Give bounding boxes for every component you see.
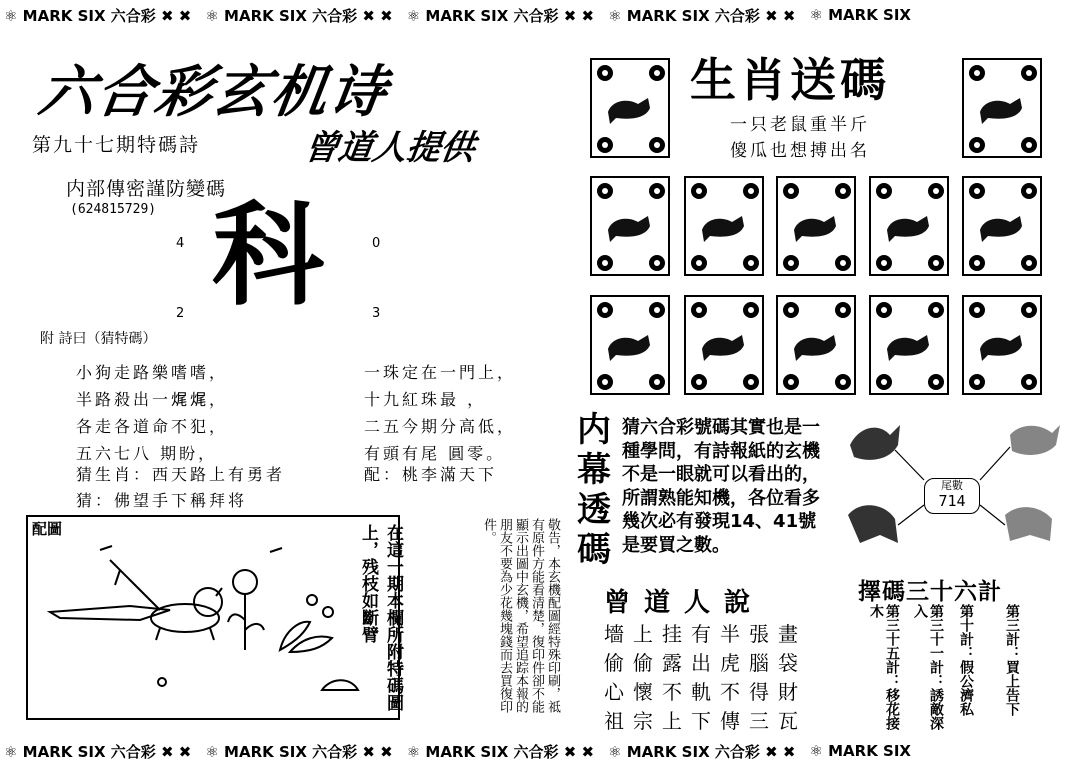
digit-bottom-right: 3 [372, 306, 381, 321]
code-title: 内部傳密謹防變碼 [66, 178, 227, 200]
zodiac-animal-icon [974, 206, 1030, 246]
card-dot [649, 255, 665, 271]
picture-label: 配圖 [32, 520, 63, 538]
strategy-column: 第三十五計：移花接木 [868, 604, 900, 730]
zodiac-poem-line: 一只老鼠重半斤 [730, 115, 870, 135]
poem-line: 二五今期分高低， [364, 417, 517, 436]
tail-number-box [924, 478, 980, 514]
digit-top-left: 4 [176, 236, 185, 251]
pair-line: 配：桃李滿天下 [364, 465, 498, 484]
saying-line: 墻上挂有半張畫 [604, 622, 807, 646]
card-dot [691, 255, 707, 271]
dog-flower-illustration [40, 540, 370, 710]
insider-title-text: 内幕透碼 [577, 410, 611, 570]
card-dot [876, 302, 892, 318]
card-dot [928, 374, 944, 390]
poem-label: 附 詩曰（猜特碼） [40, 331, 157, 347]
card-dot [597, 255, 613, 271]
pig-card [962, 295, 1042, 395]
card-dot [783, 374, 799, 390]
card-dot [1021, 302, 1037, 318]
zodiac-title: 生肖送碼 [690, 53, 890, 107]
poem-left [76, 360, 228, 468]
card-dot [783, 183, 799, 199]
banner-item: ⚛ MARK SIX 六合彩 ✖ ✖ [205, 6, 393, 25]
ox-card [962, 58, 1042, 158]
rooster-card [776, 295, 856, 395]
card-dot [876, 183, 892, 199]
zodiac-animal-icon [602, 325, 658, 365]
card-dot [969, 302, 985, 318]
card-dot [649, 374, 665, 390]
banner-item: ⚛ MARK SIX [809, 742, 911, 760]
card-dot [969, 137, 985, 153]
zodiac-animal-icon [602, 206, 658, 246]
tiger-card [590, 176, 670, 276]
saying-line: 偷偷露出虎腦袋 [604, 651, 807, 675]
card-dot [928, 183, 944, 199]
strategy-column: 第三十一計：誘敵深入 [912, 604, 944, 730]
strategy-column: 第十計：假公濟私 [958, 604, 974, 716]
card-dot [649, 65, 665, 81]
card-dot [649, 302, 665, 318]
bottom-banner [0, 738, 1080, 764]
notice-text: 敬告，本玄機配圖經特殊印刷，祗有原件方能看清楚，復印件卻不能顯示出圖中玄機，希望追踪本報的朋友不要為少花幾塊錢而去買復印件。 [481, 518, 560, 713]
banner-item: ⚛ MARK SIX 六合彩 ✖ ✖ [4, 742, 192, 761]
card-dot [1021, 374, 1037, 390]
top-banner [0, 2, 1080, 28]
card-dot [876, 374, 892, 390]
poem-line: 半路殺出一𤈦𤈦， [76, 390, 229, 409]
snake-card [869, 176, 949, 276]
card-dot [835, 374, 851, 390]
zodiac-animal-icon [788, 206, 844, 246]
card-dot [597, 65, 613, 81]
card-dot [743, 183, 759, 199]
banner-item: ⚛ MARK SIX 六合彩 ✖ ✖ [4, 6, 192, 25]
insider-text: 猜六合彩號碼其實也是一種學問，有詩報紙的玄機不是一眼就可以看出的，所謂熟能知機，各位看多幾次必有發現14、41號是要買之數。 [622, 417, 820, 556]
monkey-card [684, 295, 764, 395]
saying-line: 心懷不軌不得財 [604, 680, 807, 704]
card-dot [928, 302, 944, 318]
poem-line: 各走各道命不犯， [76, 417, 229, 436]
banner-item: ⚛ MARK SIX 六合彩 ✖ ✖ [406, 742, 595, 761]
card-dot [649, 183, 665, 199]
card-dot [876, 255, 892, 271]
zodiac-poem [730, 112, 870, 164]
card-dot [1021, 65, 1037, 81]
card-dot [969, 65, 985, 81]
strategy-title: 擇碼三十六計 [858, 579, 1002, 605]
poem-line: 有頭有尾 圓零。 [364, 444, 506, 463]
card-dot [835, 183, 851, 199]
rat-card [590, 58, 670, 158]
banner-item: ⚛ MARK SIX 六合彩 ✖ ✖ [406, 6, 595, 25]
card-dot [597, 302, 613, 318]
digit-bottom-left: 2 [176, 306, 185, 321]
phone-number: (624815729) [70, 202, 157, 217]
zodiac-animal-icon [788, 325, 844, 365]
card-dot [1021, 183, 1037, 199]
card-dot [1021, 255, 1037, 271]
card-dot [783, 255, 799, 271]
zodiac-animal-icon [696, 325, 752, 365]
card-dot [783, 302, 799, 318]
dog-card [869, 295, 949, 395]
zodiac-animal-icon [881, 325, 937, 365]
saying-lines [604, 618, 807, 734]
provider-title: 曾道人提供 [301, 128, 478, 168]
zodiac-animal-icon [974, 88, 1030, 128]
card-dot [597, 137, 613, 153]
card-dot [835, 255, 851, 271]
banner-item: ⚛ MARK SIX 六合彩 ✖ ✖ [205, 742, 393, 761]
saying-title: 曾道人說 [604, 588, 765, 618]
poem-right [364, 360, 516, 468]
saying-line: 祖宗上下傳三瓦 [604, 709, 807, 733]
mystery-character: 科 [212, 191, 324, 321]
tail-label: 尾數 [941, 479, 963, 492]
picture-caption: 在這一期本欄所附特碼圖上，残枝如斷臂 [358, 524, 403, 711]
zodiac-animal-icon [974, 325, 1030, 365]
card-dot [969, 374, 985, 390]
poem-line: 十九紅珠最 ， [364, 390, 487, 409]
guess-line: 猜：佛望手下稱拜将 [76, 491, 248, 510]
zodiac-animal-icon [881, 206, 937, 246]
horse-card [962, 176, 1042, 276]
card-dot [743, 302, 759, 318]
banner-item: ⚛ MARK SIX 六合彩 ✖ ✖ [608, 742, 796, 761]
card-dot [691, 302, 707, 318]
card-dot [969, 183, 985, 199]
zodiac-animal-icon [602, 88, 658, 128]
card-dot [597, 374, 613, 390]
banner-item: ⚛ MARK SIX [809, 6, 911, 24]
card-dot [928, 255, 944, 271]
zodiac-animal-icon [696, 206, 752, 246]
poem-line: 五六七八 期盼， [76, 444, 218, 463]
tail-value: 714 [938, 492, 966, 510]
card-dot [691, 183, 707, 199]
dragon-card [776, 176, 856, 276]
card-dot [835, 302, 851, 318]
goat-card [590, 295, 670, 395]
main-title: 六合彩玄机诗 [34, 60, 392, 125]
rabbit-card [684, 176, 764, 276]
card-dot [743, 255, 759, 271]
insider-title [574, 410, 620, 570]
strategy-column: 第三計：買上告下 [1004, 604, 1020, 716]
card-dot [597, 183, 613, 199]
card-dot [969, 255, 985, 271]
card-dot [649, 137, 665, 153]
card-dot [743, 374, 759, 390]
digit-top-right: 0 [372, 236, 381, 251]
banner-item: ⚛ MARK SIX 六合彩 ✖ ✖ [608, 6, 796, 25]
poem-line: 一珠定在一門上， [364, 363, 517, 382]
zodiac-poem-line: 傻瓜也想搏出名 [730, 141, 870, 161]
card-dot [691, 374, 707, 390]
issue-number: 第九十七期特碼詩 [32, 134, 201, 156]
card-dot [1021, 137, 1037, 153]
poem-line: 小狗走路樂嗜嗜， [76, 363, 229, 382]
guess-zodiac: 猜生肖：西天路上有勇者 [76, 465, 286, 484]
